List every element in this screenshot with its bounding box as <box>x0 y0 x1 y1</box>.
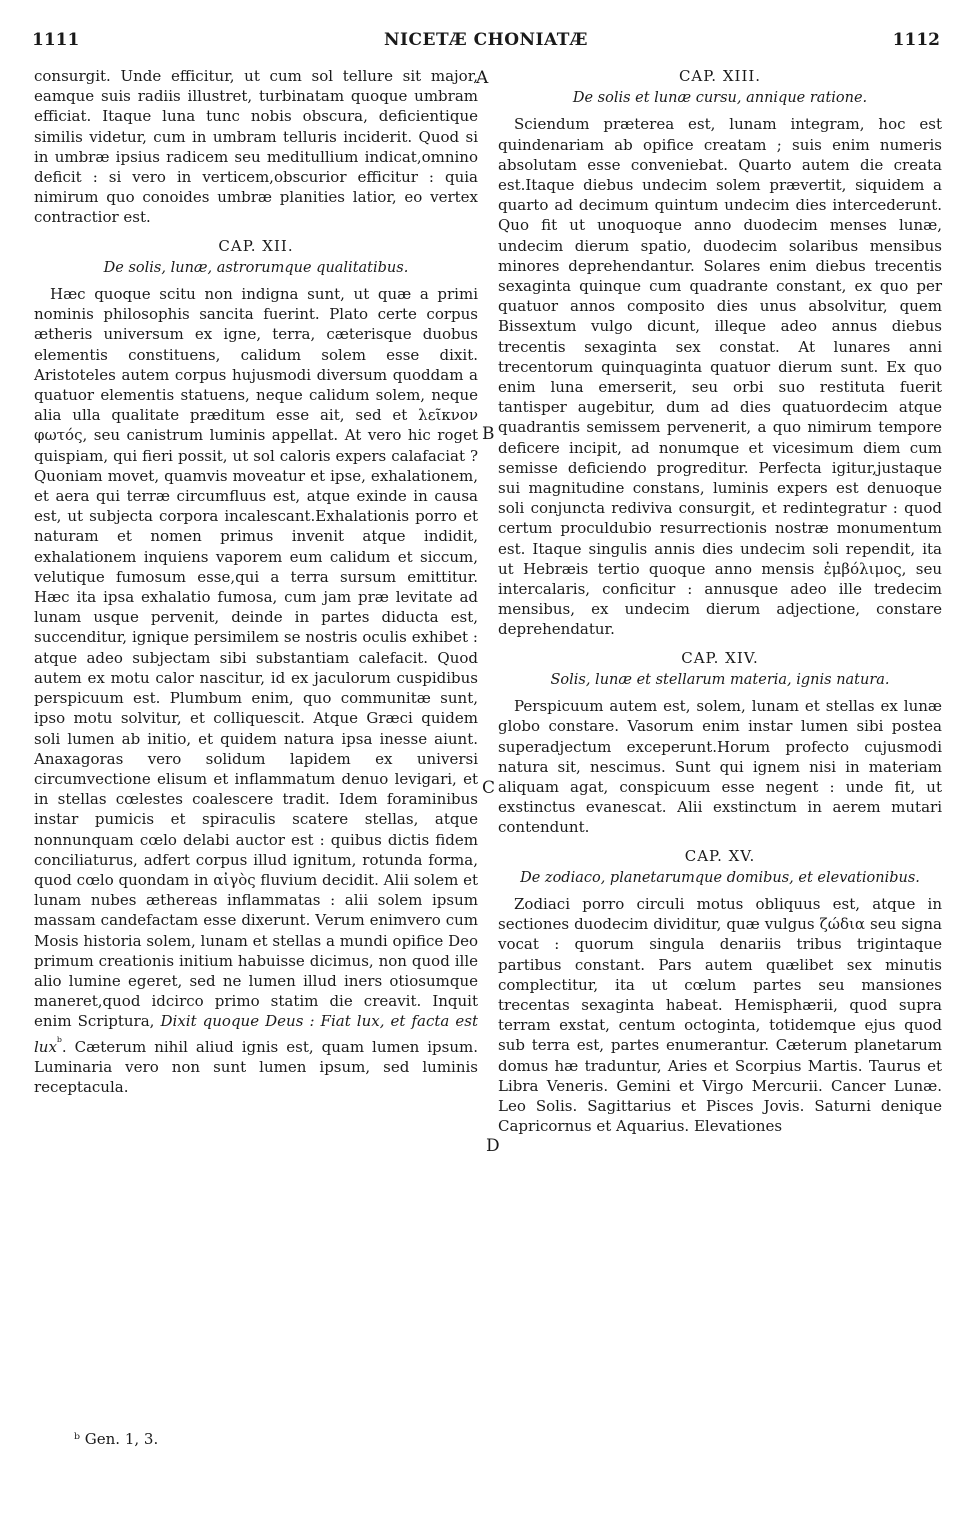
running-title: NICETÆ CHONIATÆ <box>383 30 588 50</box>
footnote-mark: ᵇ <box>56 1033 62 1049</box>
paragraph-text: . Cæterum nihil aliud ignis est, quam lumen ipsum. Luminaria vero non sunt lumen ipsum, sed luminis receptacula. <box>34 1037 478 1096</box>
chapter-title: CAP. XIII. <box>678 67 762 85</box>
margin-marker-d: D <box>486 1136 500 1156</box>
paragraph: consurgit. Unde efficitur, ut cum sol tellure sit major, eamque suis radiis illustret, turbinatam quoque umbram efficiat. Itaque luna tunc nobis obscura, deficientique similis videtur, cum in umbram telluris inciderit. Quod si in umbræ ipsius radicem seu meditullium indicat,omnino deficit : si vero in verticem,obscurior efficitur : quia nimirum quo conoides umbræ planities latior, eo vertex contractior est. <box>34 67 478 227</box>
page-number-right: 1112 <box>892 30 940 50</box>
paragraph <box>34 284 478 1097</box>
left-column <box>34 66 478 1097</box>
paragraph: Perspicuum autem est, solem, lunam et stellas ex lunæ globo constare. Vasorum enim instar lumen sibi postea superadjectum exceperunt.Horum profecto cujusmodi natura sit, nescimus. Sunt qui ignem nisi in materiam aliquam agat, conspicuum esse negent : unde fit, ut exstinctus evanescat. Alii exstinctum in aerem mutari contendunt. <box>498 697 942 837</box>
paragraph-text: Hæc quoque scitu non indigna sunt, ut quæ a primi nominis philosophis sancita fuerint. Plato certe corpus ætheris universum ex igne, terra, cæterisque duobus elementis constituens, calidum solem esse dixit. Aristoteles autem corpus hujusmodi diversum quoddam a quatuor elementis statuens, neque calidum solem, neque alia ulla qualitate præditum esse ait, sed et λεῖκνον φωτός, seu canistrum luminis appellat. At vero hic roget quispiam, qui fieri possit, ut sol caloris expers calafaciat ? Quoniam movet, quamvis moveatur et ipse, exhalationem, et aera qui terræ circumfluus est, atque exinde in causa est, ut subjecta corpora incalescant.Exhalationis porro et naturam et nomen primus invenit atque indidit, exhalationem inquiens vaporem eum calidum et siccum, velutique fumosum esse,qui a terra sursum emittitur. Hæc ita ipsa exhalatio fumosa, cum jam præ levitate ad lunam usque pervenit, deinde in partes diducta est, succenditur, ignique persimilem se nostris oculis exhibet : atque adeo subjectam sibi substantiam calefacit. Quod autem ex motu calor nascitur, id ex jaculorum cuspidibus perspicuum est. Plumbum enim, quo communitæ sunt, ipso motu solvitur, et colliquescit. Atque Græci quidem soli lumen ab initio, et quidem natura ipsa inesse aiunt. Anaxagoras vero solidum lapidem ex universi circumvectione elisum et inflammatum denuo levigari, et in stellas cœlestes coalescere tradit. Idem foraminibus instar pumicis et spiraculis scatere stellas, atque nonnunquam cœlo delabi auctor est : quibus dictis fidem conciliaturus, adfert corpus illud ignitum, rotunda forma, quod cœlo quondam in αἰγὸς fluvium decidit. Alii solem et lunam nubes æthereas inflammatas : alii solem ipsum massam candefactam esse dixerunt. Verum enimvero cum Mosis historia solem, lunam et stellas a mundi opifice Deo primum creationis initium habuisse dicimus, non quod ille alio lumine egeret, sed ne lumen illud iners otiosumque maneret,quod idcirco primo statim die creavit. Inquit enim Scriptura, <box>34 285 478 1031</box>
chapter-title: CAP. XV. <box>684 846 756 865</box>
margin-marker-b: B <box>482 424 495 444</box>
chapter-subtitle: Solis, lunæ et stellarum materia, ignis natura. <box>550 671 890 688</box>
chapter-subtitle: De solis, lunæ, astrorumque qualitatibus. <box>103 259 409 276</box>
right-column <box>498 66 942 1136</box>
scripture-quote: Dixit quoque Deus : Fiat lux, et facta est lux <box>34 1012 478 1056</box>
paragraph: Sciendum præterea est, lunam integram, hoc est quindenariam ab opifice creatam ; suis enim numeris absolutam esse conveniebat. Quarto autem die creata est.Itaque diebus undecim solem prævertit, siquidem a quarto ad decimum quintum undecim dies intercederunt. Quo fit ut unoquoque anno duodecim menses lunæ, undecim dierum spatio, duodecim solaribus mensibus minores deprehendantur. Solares enim diebus trecentis sexaginta quinque cum quadrante constant, ex quo per quatuor annos composito dies unus absolvitur, quem Bissextum vulgo dicunt, illeque adeo annus diebus trecentis sexaginta sex constat. At lunares anni trecentorum quinquaginta quatuor dierum sunt. Ex quo enim luna emerserit, seu orbi suo restituta fuerit tantisper augebitur, dum ad dies quatuordecim atque quadrantis semissem pervenerit, a quo nimirum tempore deficere incipit, ad nonumque et vicesimum diem cum semisse deficiendo progreditur. Perfecta igitur,justaque sui magnitudine constans, luminis expers est denuoque soli conjuncta rediviva consurgit, et redintegratur : quod certum proculdubio resurrectionis nostræ monumentum est. Itaque singulis annis dies undecim soli rependit, ita ut Hebræis tertio quoque anno mensis ἐμβόλιμος, seu intercalaris, conficitur : annusque adeo ille tredecim mensibus, ex undecim dierum adjectione, constare deprehendatur. <box>498 115 942 639</box>
margin-marker-c: C <box>482 778 496 798</box>
chapter-subtitle: De solis et lunæ cursu, annique ratione. <box>572 90 868 107</box>
paragraph: Zodiaci porro circuli motus obliquus est, atque in sectiones duodecim dividitur, quæ vulgus ζώδια seu signa vocat : quorum singula denariis tribus trigintaque partibus constant. Pars autem quælibet sex minutis complectitur, ita ut cœlum partes seu mansiones trecentas sexaginta habeat. Hemisphærii, quod supra terram exstat, centum octoginta, totidemque ejus quod sub terra est, partes enumerantur. Cæterum planetarum domus hæ traduntur, Aries et Scorpius Martis. Taurus et Libra Veneris. Gemini et Virgo Mercurii. Cancer Lunæ. Leo Solis. Sagittarius et Pisces Jovis. Saturni denique Capricornus et Aquarius. Elevationes <box>498 894 942 1136</box>
chapter-title: CAP. XII. <box>218 236 294 255</box>
margin-marker-a: A <box>476 68 489 88</box>
chapter-title: CAP. XIV. <box>681 648 759 667</box>
page-number-left: 1111 <box>32 30 80 50</box>
chapter-subtitle: De zodiaco, planetarumque domibus, et elevationibus. <box>520 869 920 886</box>
footnote: ᵇ Gen. 1, 3. <box>74 1430 159 1448</box>
running-header <box>32 30 940 60</box>
